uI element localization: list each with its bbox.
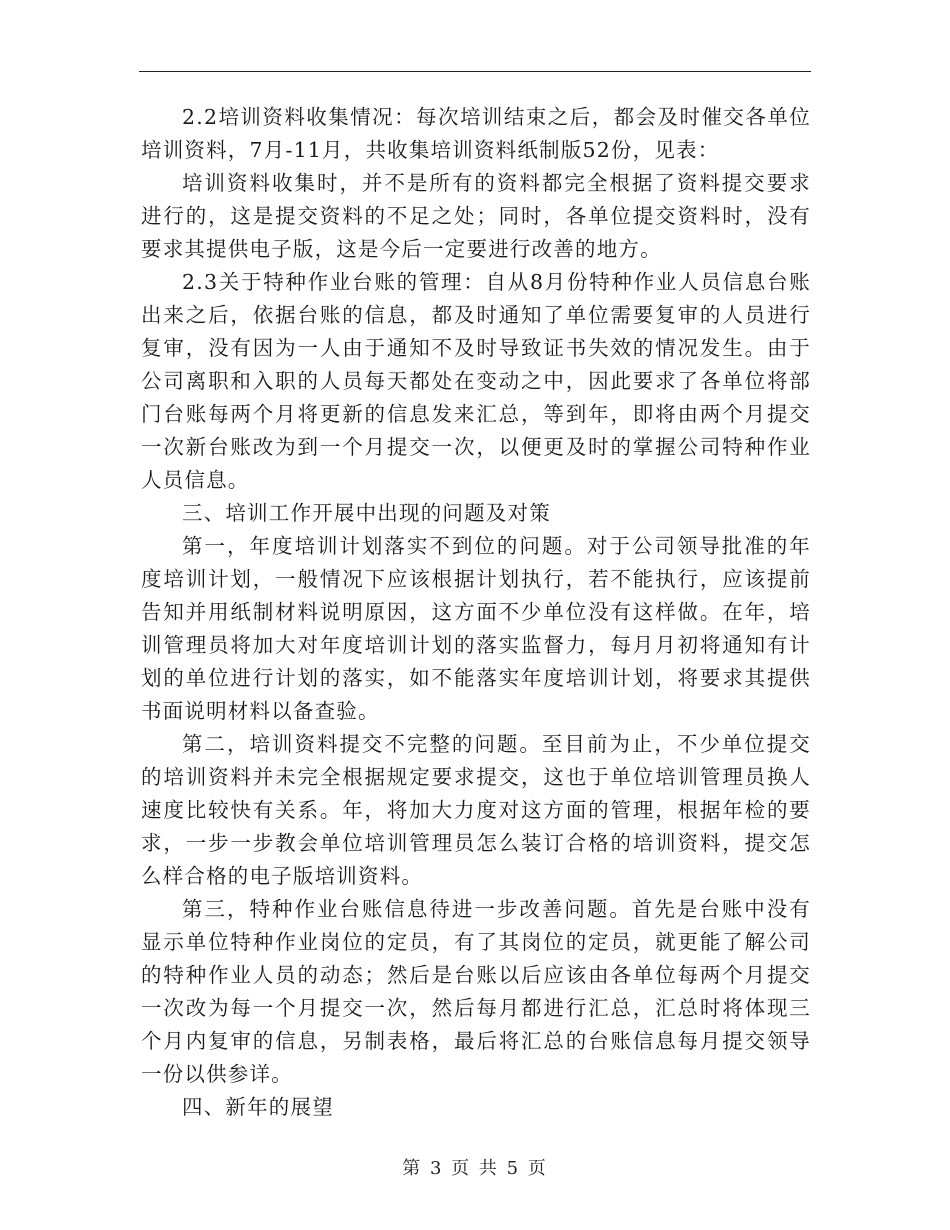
paragraph-problem-three: 第三，特种作业台账信息待进一步改善问题。首先是台账中没有显示单位特种作业岗位的定员，有了其岗位的定员，就更能了解公司的特种作业人员的动态；然后是台账以后应该由各单位每两个月提交一次改为每一个月提交一次，然后每月都进行汇总，汇总时将体现三个月内复审的信息，另制表格，最后将汇总的台账信息每月提交领导一份以供参详。	[141, 897, 811, 1086]
paragraph-materials-shortcomings: 培训资料收集时，并不是所有的资料都完全根据了资料提交要求进行的，这是提交资料的不足之处；同时，各单位提交资料时，没有要求其提供电子版，这是今后一定要进行改善的地方。	[141, 171, 811, 261]
paragraph-training-materials: 2.2培训资料收集情况：每次培训结束之后，都会及时催交各单位培训资料，7月-11月，共收集培训资料纸制版52份，见表：	[141, 105, 811, 162]
paragraph-special-operations-ledger: 2.3关于特种作业台账的管理：自从8月份特种作业人员信息台账出来之后，依据台账的信息，都及时通知了单位需要复审的人员进行复审，没有因为一人由于通知不及时导致证书失效的情况发生。由于公司离职和入职的人员每天都处在变动之中，因此要求了各单位将部门台账每两个月将更新的信息发来汇总，等到年，即将由两个月提交一次新台账改为到一个月提交一次，以便更及时的掌握公司特种作业人员信息。	[141, 270, 811, 492]
document-body	[141, 101, 811, 1124]
page-number-footer: 第 3 页 共 5 页	[402, 1158, 548, 1179]
section-heading-problems: 三、培训工作开展中出现的问题及对策	[182, 501, 551, 525]
paragraph-problem-one: 第一，年度培训计划落实不到位的问题。对于公司领导批准的年度培训计划，一般情况下应该根据计划执行，若不能执行，应该提前告知并用纸制材料说明原因，这方面不少单位没有这样做。在年，培训管理员将加大对年度培训计划的落实监督力，每月月初将通知有计划的单位进行计划的落实，如不能落实年度培训计划，将要求其提供书面说明材料以备查验。	[141, 534, 811, 723]
header-rule	[139, 71, 811, 72]
paragraph-problem-two: 第二，培训资料提交不完整的问题。至目前为止，不少单位提交的培训资料并未完全根据规定要求提交，这也于单位培训管理员换人速度比较快有关系。年，将加大力度对这方面的管理，根据年检的要求，一步一步教会单位培训管理员怎么装订合格的培训资料，提交怎么样合格的电子版培训资料。	[141, 732, 811, 888]
section-heading-outlook: 四、新年的展望	[182, 1095, 334, 1119]
